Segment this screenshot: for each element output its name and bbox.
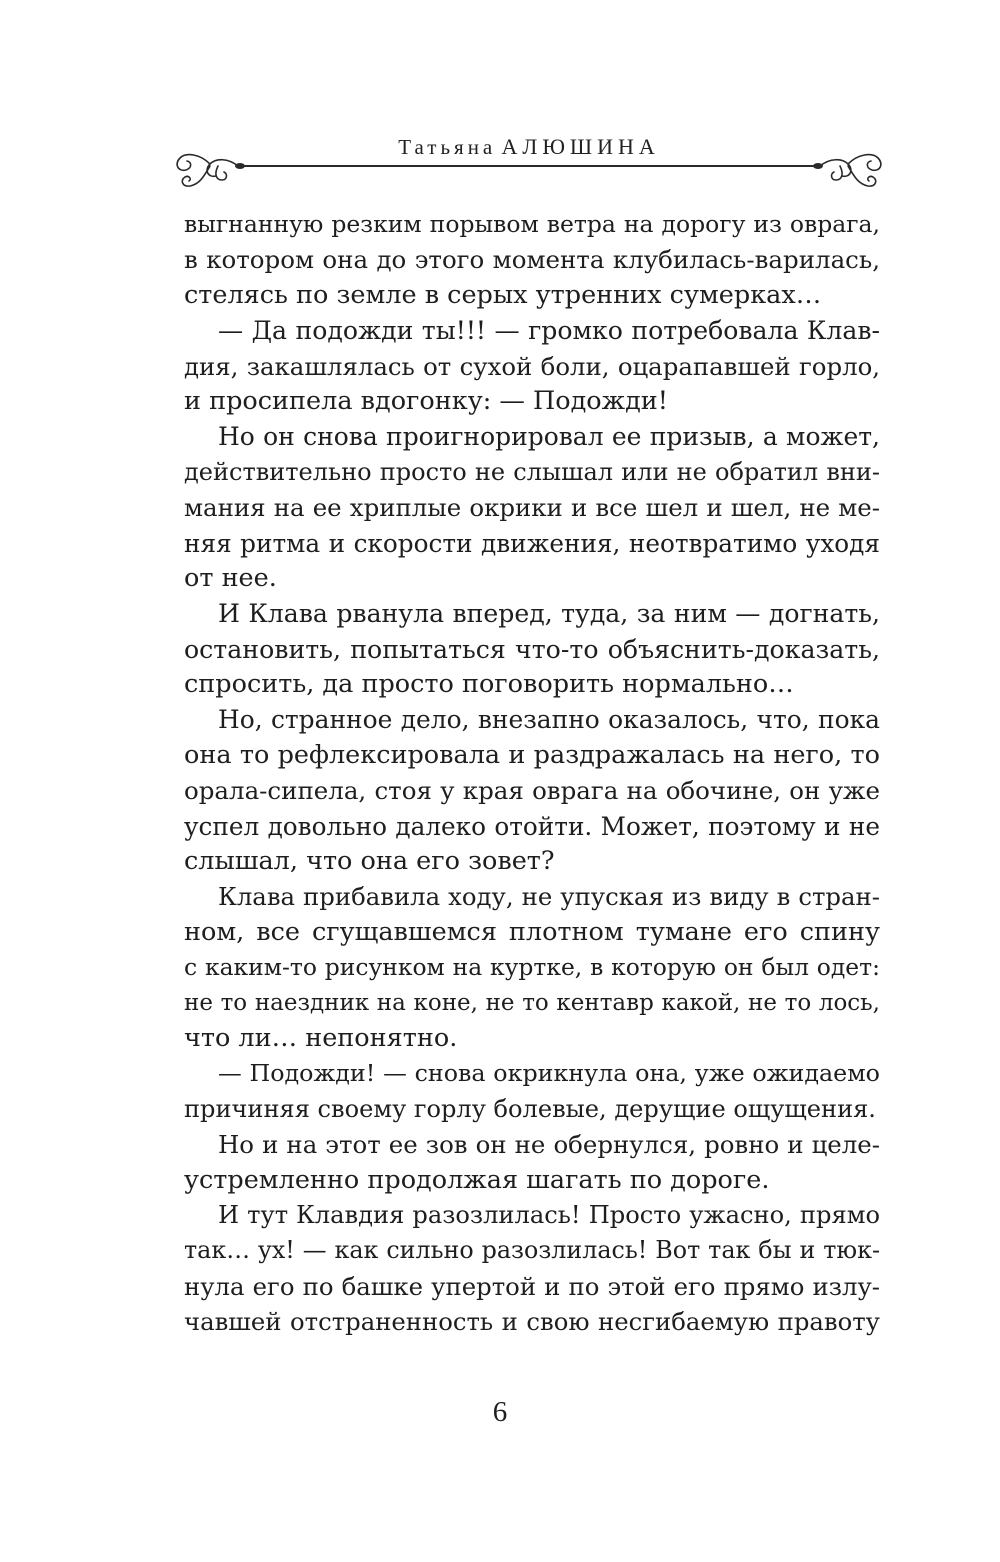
- text-line: Но и на этот ее зов он не обернулся, ровно и целе-: [218, 1130, 880, 1160]
- text-line: ном, все сгущавшемся плотном тумане его спину: [184, 916, 880, 947]
- text-line: И тут Клавдия разозлилась! Просто ужасно, прямо: [218, 1200, 880, 1229]
- text-line: дия, закашлялась от сухой боли, оцарапавшей горло,: [184, 351, 880, 381]
- text-line: нула его по башке упертой и по этой его прямо излу-: [184, 1271, 880, 1301]
- text-line: чавшей отстраненность и свою несгибаемую правоту: [184, 1307, 880, 1337]
- text-line: И Клава рванула вперед, туда, за ним — догнать,: [218, 599, 880, 629]
- text-line: действительно просто не слышал или не обратил вни-: [184, 457, 880, 486]
- author-first-name: Татьяна: [398, 135, 497, 159]
- text-line: причиняя своему горлу болевые, дерущие ощущения.: [184, 1094, 876, 1123]
- text-line: — Подожди! — снова окрикнула она, уже ожидаемо: [218, 1059, 880, 1088]
- text-line: слышал, что она его зовет?: [184, 846, 555, 877]
- body-text: [184, 207, 880, 1340]
- text-line: от нее.: [184, 562, 277, 593]
- text-line: выгнанную резким порывом ветра на дорогу из оврага,: [184, 210, 880, 238]
- author-last-name: АЛЮШИНА: [501, 134, 660, 159]
- text-line: успел довольно далеко отойти. Может, поэтому и не: [184, 811, 880, 841]
- text-line: что ли… непонятно.: [184, 1022, 458, 1053]
- text-line: не то наездник на коне, не то кентавр какой, не то лось,: [184, 989, 880, 1016]
- page-number: 6: [492, 1396, 508, 1428]
- text-line: — Да подожди ты!!! — громко потребовала Клав-: [218, 316, 880, 346]
- running-header: [170, 128, 888, 198]
- text-line: она то рефлексировала и раздражалась на него, то: [184, 739, 880, 770]
- text-line: Клава прибавила ходу, не упуская из виду в стран-: [218, 882, 880, 912]
- text-line: няя ритма и скорости движения, неотвратимо уходя: [184, 528, 880, 558]
- text-line: с каким-то рисунком на куртке, в которую он был одет:: [184, 953, 880, 982]
- text-line: устремленно продолжая шагать по дороге.: [184, 1164, 770, 1195]
- text-line: и просипела вдогонку: — Подожди!: [184, 385, 669, 416]
- text-line: орала-сипела, стоя у края оврага на обочине, он уже: [184, 776, 880, 806]
- text-line: так… ух! — как сильно разозлилась! Вот так бы и тюк-: [184, 1236, 880, 1265]
- running-head-author: [170, 134, 888, 160]
- text-line: мания на ее хриплые окрики и все шел и шел, не ме-: [184, 493, 880, 523]
- text-line: в котором она до этого момента клубилась-варилась,: [184, 245, 880, 275]
- text-line: остановить, попытаться что-то объяснить-доказать,: [184, 634, 880, 664]
- text-line: Но он снова проигнорировал ее призыв, а может,: [218, 422, 880, 452]
- text-line: спросить, да просто поговорить нормально…: [184, 669, 794, 700]
- text-line: стелясь по земле в серых утренних сумерках…: [184, 279, 822, 310]
- text-line: Но, странное дело, внезапно оказалось, что, пока: [218, 705, 880, 735]
